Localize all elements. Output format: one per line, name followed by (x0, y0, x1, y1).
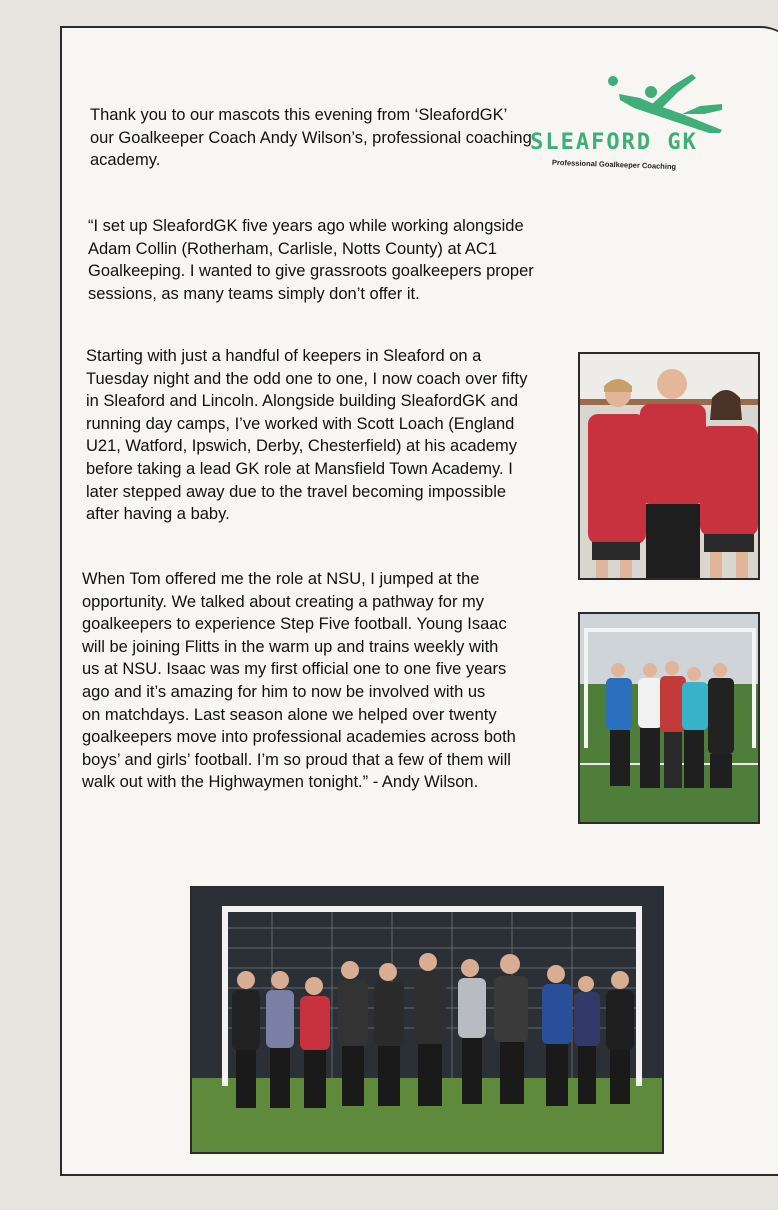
intro-paragraph: Thank you to our mascots this evening from ‘SleafordGK’ our Goalkeeper Coach Andy Wilson’s, professional coaching academy. (90, 106, 532, 170)
logo-tagline: Professional Goalkeeper Coaching (551, 157, 677, 172)
quote-paragraph-2: Starting with just a handful of keepers in Sleaford on a Tuesday night and the odd one to one, I now coach over fifty in Sleaford and Lincoln. Alongside building SleafordGK and running day camps, I’ve worked with Scott Loach (England U21, Watford, Ipswich, Derby, Chesterfield) at his academy before taking a lead GK role at Mansfield Town Academy. I later stepped away due to the travel becoming impossible after having a baby. (86, 347, 528, 524)
quote-paragraph-1: “I set up SleafordGK five years ago while working alongside Adam Collin (Rotherham, Carlisle, Notts County) at AC1 Goalkeeping. I wanted to give grassroots goalkeepers proper sessions, as many teams simply don’t offer it. (88, 217, 534, 303)
sleaford-gk-logo (522, 38, 722, 178)
photo-group-in-goal (190, 886, 664, 1154)
photo-coach-with-keepers (578, 352, 760, 580)
photo-award-winners (578, 612, 760, 824)
diving-goalkeeper-icon (522, 38, 722, 133)
quote-paragraph-3: When Tom offered me the role at NSU, I jumped at the opportunity. We talked about creating a pathway for my goalkeepers to experience Step Five football. Young Isaac will be joining Flitts in the warm up and trains weekly with us at NSU. Isaac was my first official one to one five years ago and it’s amazing for him to now be involved with us on matchdays. Last season alone we helped over twenty goalkeepers move into professional academies across both boys’ and girls’ football. I’m so proud that a few of them will walk out with the Highwaymen tonight.” - Andy Wilson. (82, 570, 516, 792)
logo-wordmark: SLEAFORD GK (530, 130, 698, 155)
